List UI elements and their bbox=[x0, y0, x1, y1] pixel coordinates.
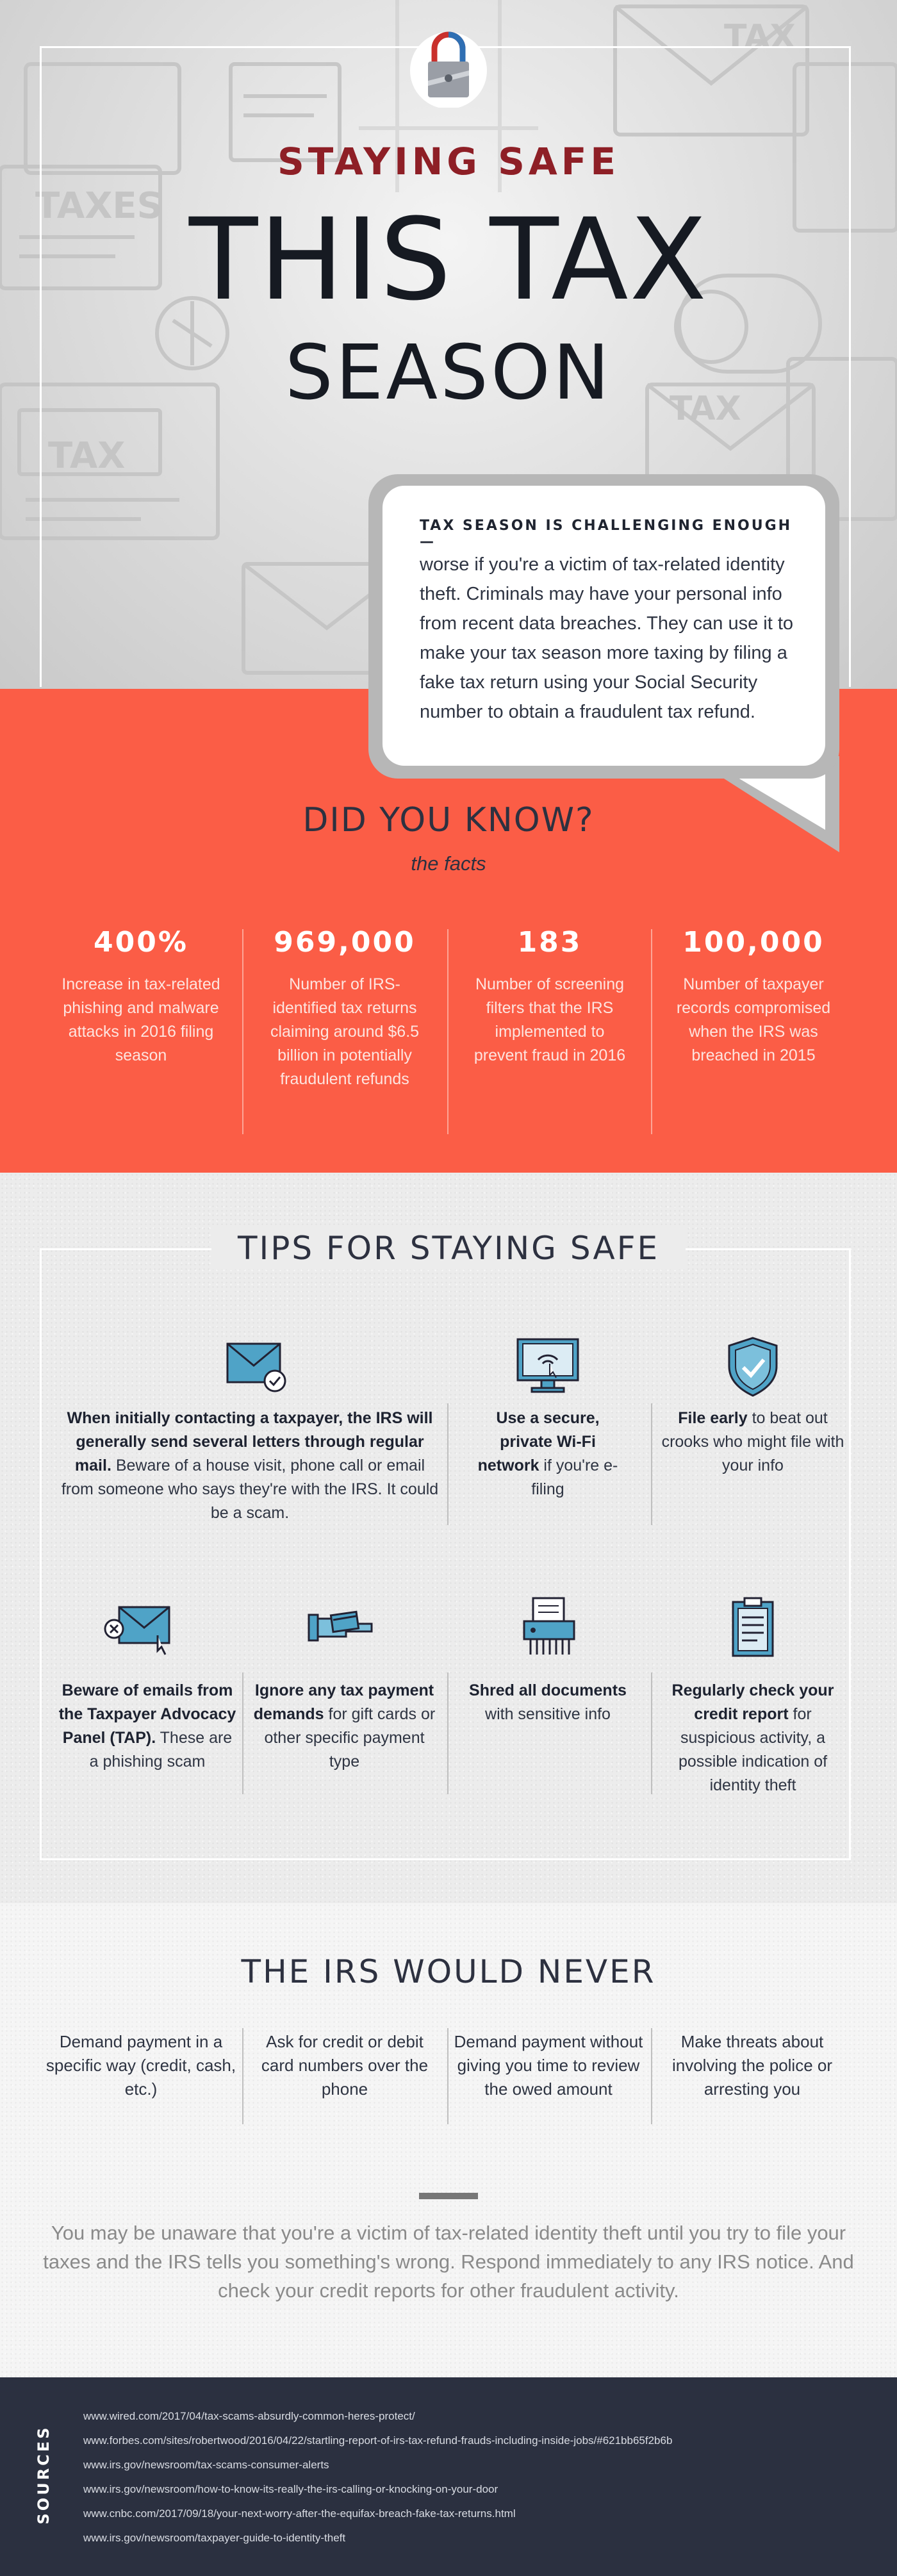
tip-bold: When initially contacting a taxpayer, the IRS will generally send several letters through regular mail. bbox=[67, 1409, 433, 1474]
never-item: Make threats about involving the police or arresting you bbox=[671, 2032, 833, 2099]
tip-text bbox=[58, 1679, 237, 1774]
tip-detail: to beat out crooks who might file with your info bbox=[661, 1409, 844, 1474]
hero-kicker: STAYING SAFE bbox=[277, 140, 620, 183]
fact-number: 969,000 bbox=[274, 926, 416, 959]
fact-number: 400% bbox=[94, 926, 188, 959]
tip-detail: for suspicious activity, a possible indication of identity theft bbox=[678, 1705, 828, 1794]
sources-list bbox=[83, 2404, 865, 2550]
fact-item bbox=[38, 926, 243, 1068]
identity-theft-note: You may be unaware that you're a victim of tax-related identity theft until you try to file your taxes and the IRS tells you something's wrong. Respond immediately to any IRS notice. And check your credit reports for other fraudulent activity. bbox=[43, 2222, 854, 2302]
deco-word-tax-top: TAX bbox=[724, 18, 796, 56]
facts-subtitle: the facts bbox=[411, 852, 486, 875]
fact-description: Number of screening filters that the IRS implemented to prevent fraud in 2016 bbox=[473, 975, 626, 1064]
deco-word-tax-right: TAX bbox=[670, 390, 741, 428]
envelope-check-icon bbox=[221, 1336, 292, 1400]
fact-description: Number of IRS-identified tax returns claiming around $6.5 billion in potentially fraudulent refunds bbox=[270, 975, 420, 1088]
speech-bubble-body bbox=[383, 486, 825, 766]
tip-text bbox=[468, 1679, 628, 1726]
deco-word-taxes: TAXES bbox=[35, 185, 163, 227]
envelope-x-icon bbox=[103, 1596, 173, 1660]
did-you-know-title: DID YOU KNOW? bbox=[302, 801, 595, 839]
fact-item bbox=[447, 926, 652, 1068]
sources-label: SOURCES bbox=[35, 2425, 53, 2525]
hero-title: THIS TAX bbox=[188, 194, 709, 326]
shredder-icon bbox=[514, 1596, 584, 1660]
monitor-wifi-icon bbox=[513, 1334, 583, 1398]
fact-description: Number of taxpayer records compromised when the IRS was breached in 2015 bbox=[676, 975, 831, 1064]
never-item: Ask for credit or debit card numbers over the phone bbox=[261, 2032, 429, 2099]
source-link[interactable]: www.forbes.com/sites/robertwood/2016/04/22/startling-report-of-irs-tax-refund-frauds-including-inside-jobs/#621bb65f2b6b bbox=[83, 2434, 673, 2447]
never-divider bbox=[447, 2028, 448, 2124]
tip-bold: Ignore any tax payment demands bbox=[253, 1681, 434, 1723]
tip-text bbox=[61, 1407, 439, 1525]
tip-text bbox=[250, 1679, 439, 1774]
hand-card-icon bbox=[308, 1602, 378, 1666]
tip-detail: if you're e-filing bbox=[531, 1457, 618, 1498]
source-link[interactable]: www.irs.gov/newsroom/taxpayer-guide-to-identity-theft bbox=[83, 2532, 346, 2544]
intro-speech-bubble bbox=[368, 474, 839, 852]
tip-text bbox=[660, 1679, 846, 1797]
hero-subtitle: SEASON bbox=[284, 328, 613, 417]
tip-divider bbox=[242, 1672, 243, 1794]
tips-title: TIPS FOR STAYING SAFE bbox=[211, 1227, 686, 1269]
tip-detail: Beware of a house visit, phone call or email from someone who says they're with the IRS. It could be a scam. bbox=[61, 1457, 439, 1522]
fact-number: 100,000 bbox=[682, 926, 825, 959]
never-divider bbox=[651, 2028, 652, 2124]
tip-divider bbox=[447, 1672, 448, 1794]
source-link[interactable]: www.wired.com/2017/04/tax-scams-absurdly-common-heres-protect/ bbox=[83, 2410, 415, 2422]
tip-divider bbox=[651, 1672, 652, 1794]
section-rule bbox=[419, 2193, 478, 2199]
tip-bold: File early bbox=[678, 1409, 748, 1427]
shield-check-icon bbox=[718, 1334, 788, 1398]
tip-text bbox=[468, 1407, 628, 1501]
fact-item bbox=[242, 926, 447, 1091]
fact-description: Increase in tax-related phishing and malware attacks in 2016 filing season bbox=[62, 975, 220, 1064]
source-link[interactable]: www.irs.gov/newsroom/tax-scams-consumer-alerts bbox=[83, 2459, 329, 2471]
deco-word-tax-left: TAX bbox=[48, 435, 126, 477]
bubble-lead-text: TAX SEASON IS CHALLENGING ENOUGH— bbox=[420, 518, 793, 550]
tip-bold: Shred all documents bbox=[469, 1681, 627, 1699]
fact-item bbox=[651, 926, 856, 1068]
irs-would-never-title: THE IRS WOULD NEVER bbox=[241, 1953, 656, 1990]
tip-detail: for gift cards or other specific payment type bbox=[264, 1705, 436, 1771]
tip-bold: Beware of emails from the Taxpayer Advocacy Panel (TAP). bbox=[58, 1681, 236, 1747]
source-link[interactable]: www.irs.gov/newsroom/how-to-know-its-really-the-irs-calling-or-knocking-on-your-door bbox=[83, 2483, 498, 2495]
padlock-icon bbox=[402, 24, 495, 108]
source-link[interactable]: www.cnbc.com/2017/09/18/your-next-worry-after-the-equifax-breach-fake-tax-returns.html bbox=[83, 2507, 516, 2520]
tip-text bbox=[660, 1407, 846, 1478]
clipboard-report-icon bbox=[718, 1596, 788, 1660]
fact-number: 183 bbox=[517, 926, 582, 959]
never-item: Demand payment without giving you time to review the owed amount bbox=[454, 2032, 643, 2099]
tip-bold: Regularly check your credit report bbox=[671, 1681, 834, 1723]
never-divider bbox=[242, 2028, 243, 2124]
bubble-body-text: worse if you're a victim of tax-related identity theft. Criminals may have your personal info from recent data breaches. They can use it to make your tax season more taxing by filing a fake tax return using your Social Security number to obtain a fraudulent tax refund. bbox=[420, 554, 794, 722]
tip-detail: These are a phishing scam bbox=[89, 1729, 233, 1771]
tip-detail: with sensitive info bbox=[485, 1705, 611, 1723]
tip-bold: Use a secure, private Wi-Fi network bbox=[477, 1409, 600, 1474]
never-item: Demand payment in a specific way (credit, cash, etc.) bbox=[45, 2032, 236, 2099]
tip-divider bbox=[651, 1403, 652, 1525]
tip-divider bbox=[447, 1403, 448, 1525]
